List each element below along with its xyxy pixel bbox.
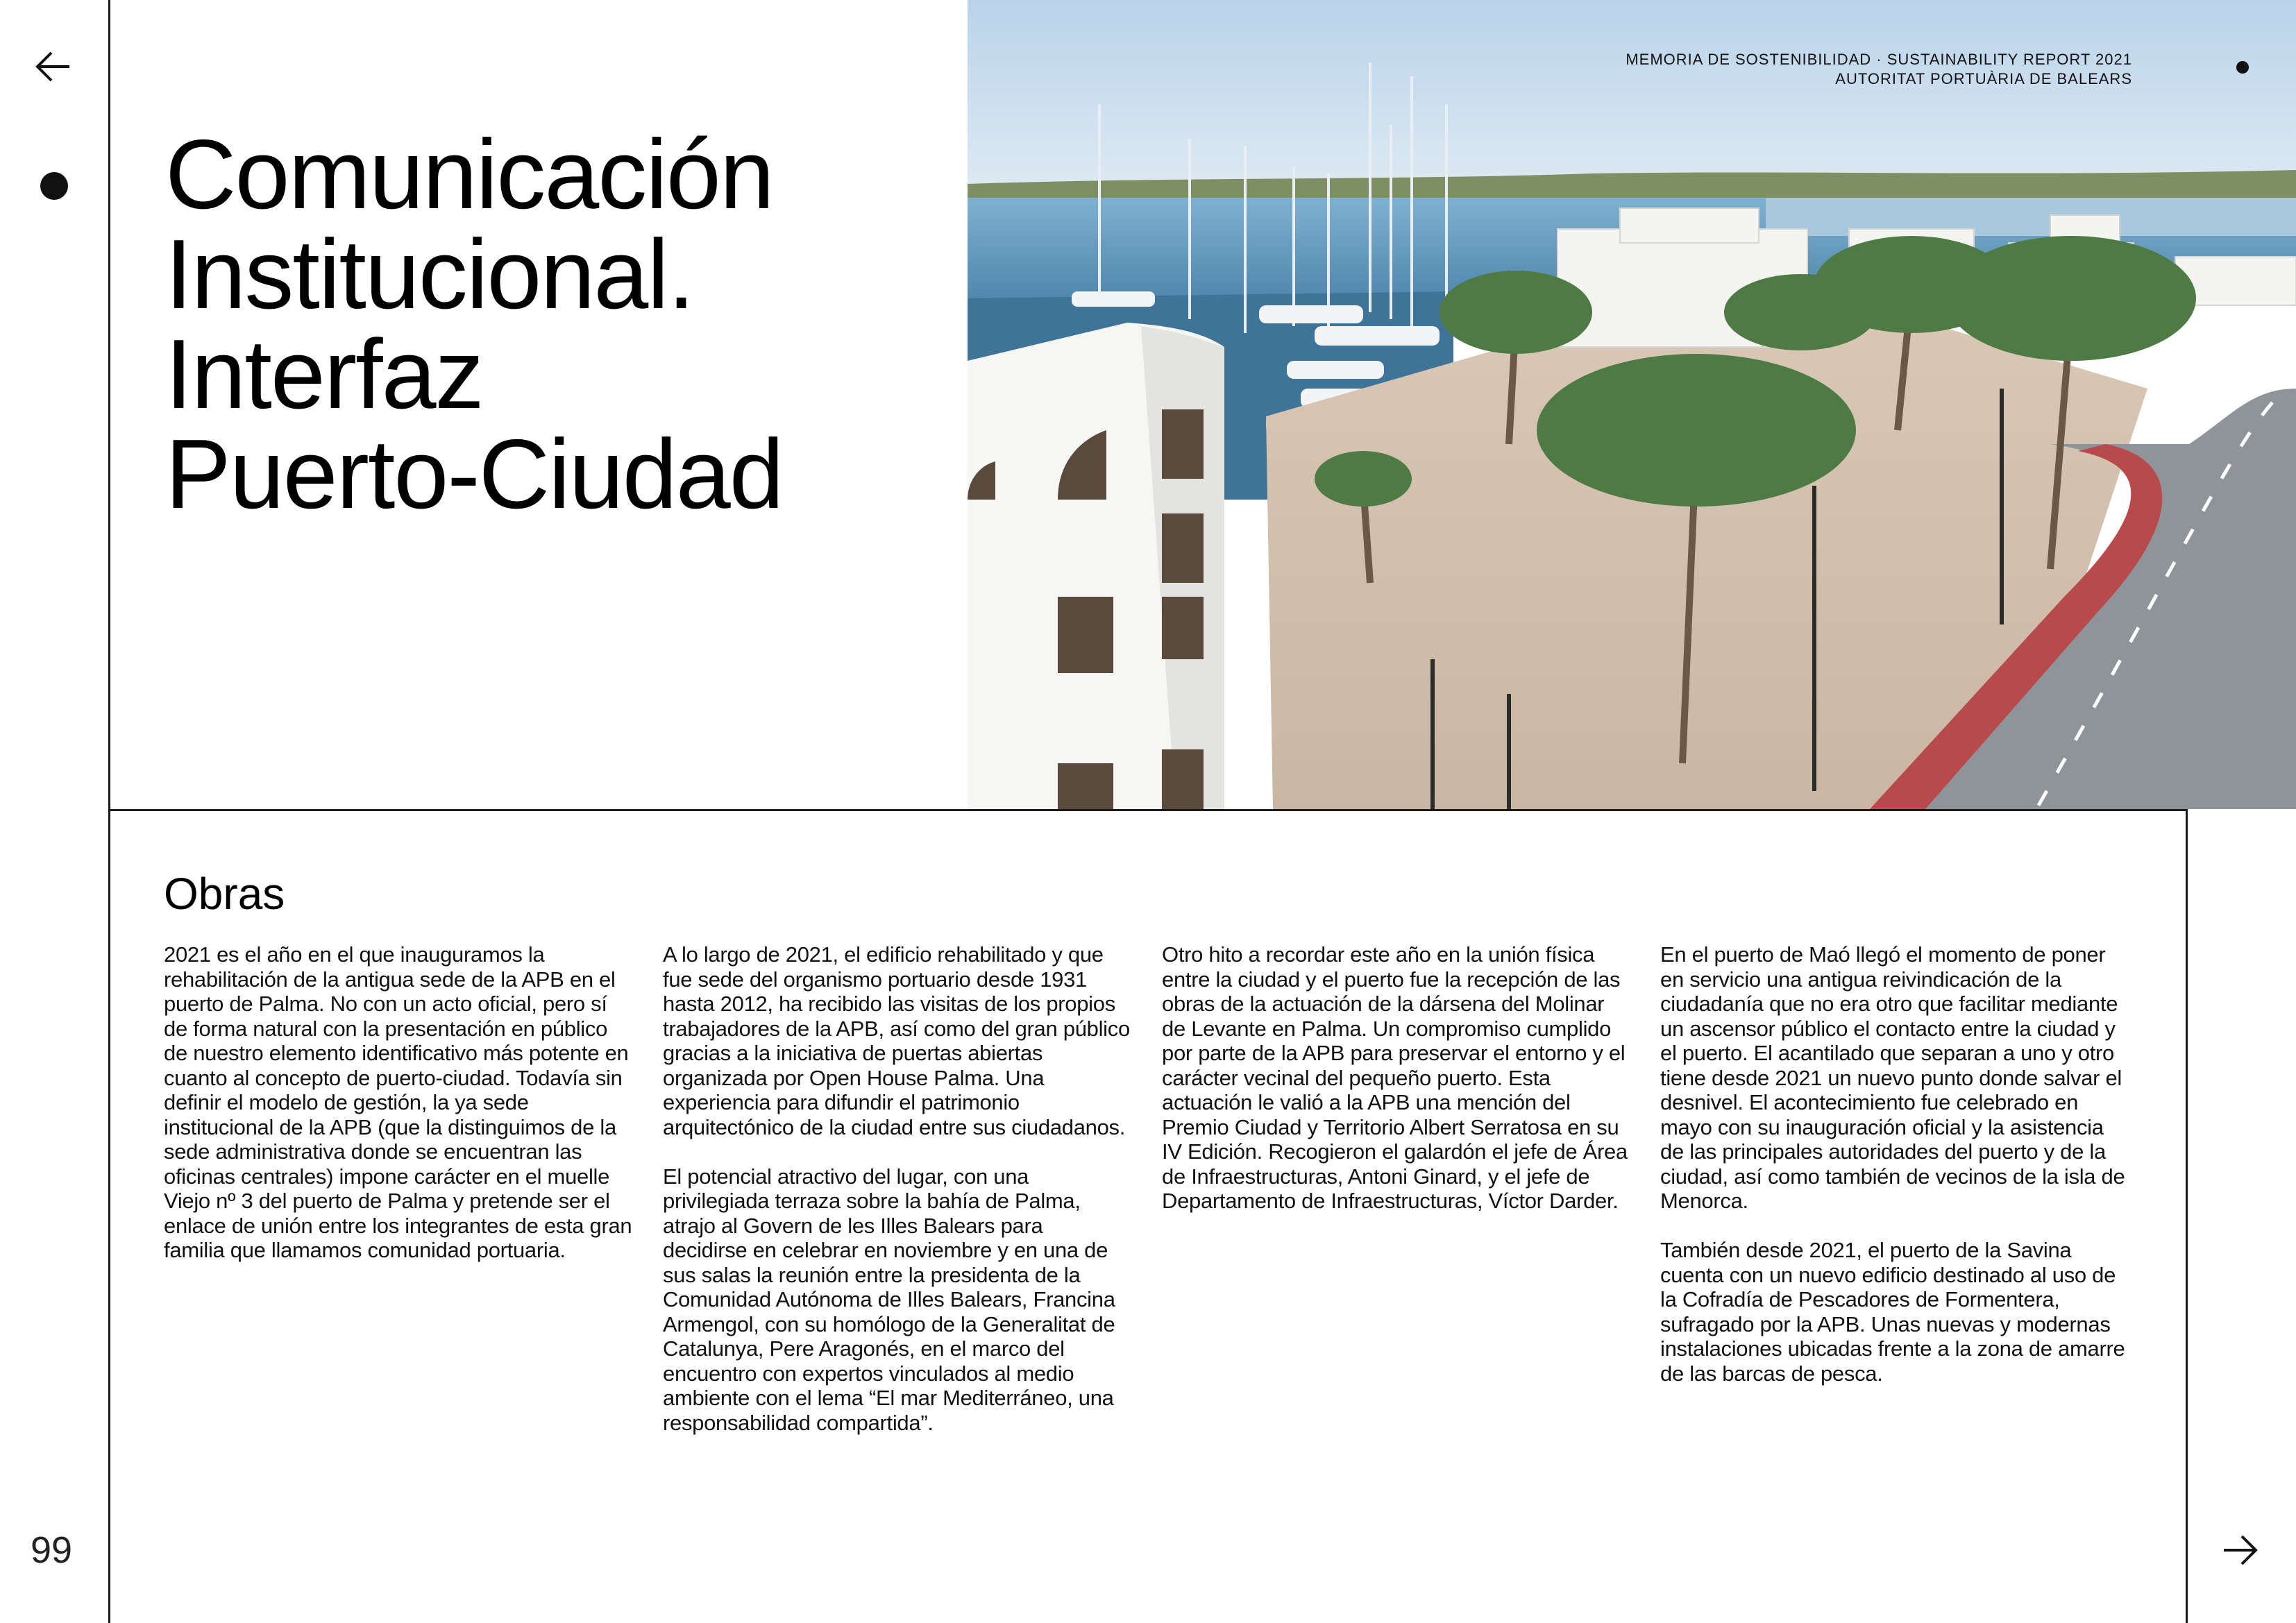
- paragraph: Otro hito a recordar este año en la unión física entre la ciudad y el puerto fue la recepción de las obras de la actuación de la dársena del Molinar de Levante en Palma. Un compromiso cumplido por parte de la APB para preservar el entorno y el carácter vecinal del pequeño puerto. Esta actuación le valió a la APB una mención del Premio Ciudad y Territorio Albert Serratosa en su IV Edición. Recogieron el galardón el jefe de Área de Infraestructuras, Antoni Ginard, y el jefe de Departamento de Infraestructuras, Víctor Darder.: [1162, 942, 1628, 1213]
- text-column: [1162, 942, 1631, 1238]
- title-line: Comunicación: [165, 119, 773, 230]
- text-column: [1660, 942, 2129, 1411]
- report-header: [1626, 50, 2132, 89]
- title-line: Interfaz: [165, 319, 483, 430]
- title-line: Institucional.: [165, 219, 694, 330]
- paragraph: El potencial atractivo del lugar, con una privilegiada terraza sobre la bahía de Palma, atrajo al Govern de les Illes Balears para decidirse en celebrar en noviembre y en una de sus salas la reunión entre la presidenta de la Comunidad Autónoma de Illes Balears, Francina Armengol, con su homólogo de la Generalitat de Catalunya, Pere Aragonés, en el marco del encuentro con expertos vinculados al medio ambiente con el lema “El mar Mediterráneo, una responsabilidad compartida”.: [663, 1164, 1115, 1435]
- page-title: [165, 119, 943, 529]
- arrow-right-icon[interactable]: [2221, 1531, 2260, 1570]
- harbour-promenade-photo: [968, 0, 2296, 809]
- section-heading: Obras: [164, 869, 285, 919]
- report-header-line: MEMORIA DE SOSTENIBILIDAD · SUSTAINABILITY REPORT 2021: [1626, 51, 2132, 68]
- bullet-dot-icon: [40, 172, 68, 200]
- paragraph: En el puerto de Maó llegó el momento de poner en servicio una antigua reivindicación de la ciudadanía que no era otro que facilitar mediante un ascensor público el contacto entre la ciudad y el puerto. El acantilado que separan a uno y otro tiene desde 2021 un nuevo punto donde salvar el desnivel. El acontecimiento fue celebrado en mayo con su inauguración oficial y la asistencia de las principales autoridades del puerto y de la ciudad, así como también de vecinos de la isla de Menorca.: [1660, 942, 2125, 1213]
- text-column: [663, 942, 1132, 1460]
- paragraph: 2021 es el año en el que inauguramos la rehabilitación de la antigua sede de la APB en el puerto de Palma. No con un acto oficial, pero sí de forma natural con la presentación en público de nuestro elemento identificativo más potente en cuanto al concepto de puerto-ciudad. Todavía sin definir el modelo de gestión, la ya sede institucional de la APB (que la distinguimos de la sede administrativa donde se encuentran las oficinas centrales) impone carácter en el muelle Viejo nº 3 del puerto de Palma y pretende ser el enlace de unión entre los integrantes de esta gran familia que llamamos comunidad portuaria.: [164, 942, 632, 1262]
- text-column: [164, 942, 633, 1287]
- left-vertical-rule: [108, 0, 110, 1623]
- page-number: 99: [31, 1529, 73, 1571]
- paragraph: A lo largo de 2021, el edificio rehabilitado y que fue sede del organismo portuario desde 1931 hasta 2012, ha recibido las visitas de los propios trabajadores de la APB, así como del gran público gracias a la iniciativa de puertas abiertas organizada por Open House Palma. Una experiencia para difundir el patrimonio arquitectónico de la ciudad entre sus ciudadanos.: [663, 942, 1130, 1139]
- bullet-dot-icon: [2236, 61, 2249, 74]
- report-header-line: AUTORITAT PORTUÀRIA DE BALEARS: [1835, 70, 2132, 87]
- title-line: Puerto-Ciudad: [165, 419, 783, 529]
- horizontal-divider: [108, 809, 2188, 811]
- right-vertical-rule: [2186, 809, 2188, 1623]
- paragraph: También desde 2021, el puerto de la Savina cuenta con un nuevo edificio destinado al uso de la Cofradía de Pescadores de Formentera, sufragado por la APB. Unas nuevas y modernas instalaciones ubicadas frente a la zona de amarre de las barcas de pesca.: [1660, 1238, 2125, 1386]
- arrow-left-icon[interactable]: [33, 47, 72, 86]
